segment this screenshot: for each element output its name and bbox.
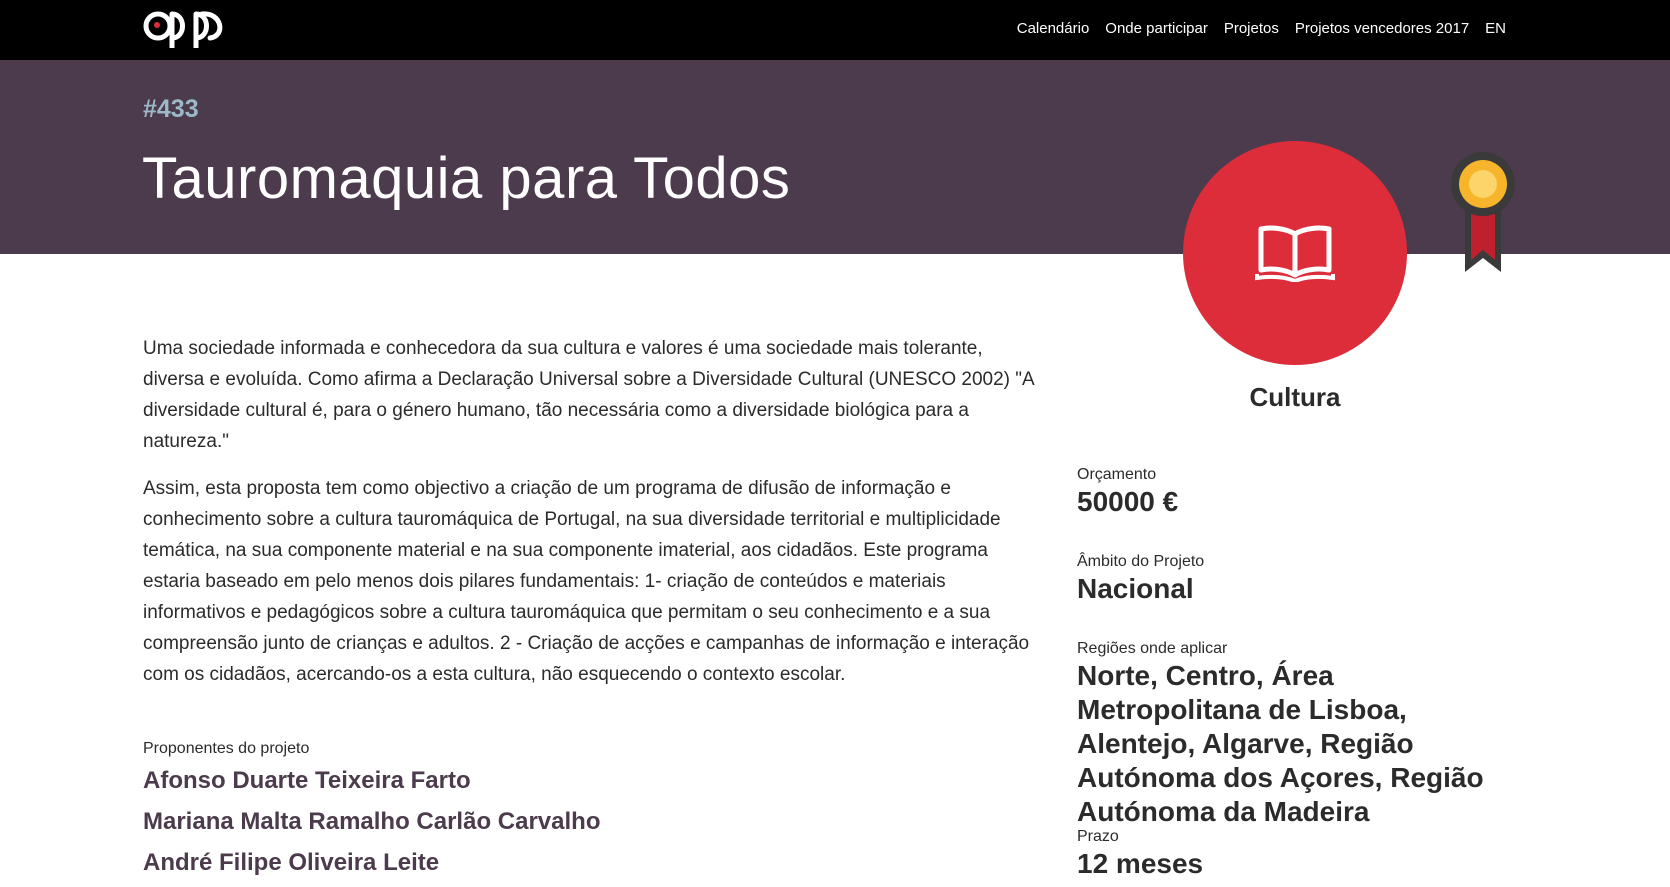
project-id: #433 bbox=[143, 95, 199, 123]
description-paragraph: Assim, esta proposta tem como objectivo a criação de um programa de difusão de informação e conhecimento sobre a cultura tauromáquica de Portugal, na sua diversidade territorial e multiplicidade temática, na sua componente material e na sua componente imaterial, aos cidadãos. Este programa estaria baseado em pelo menos dois pilares fundamentais: 1- criação de conteúdos e materiais informativos e pedagógicos sobre a cultura tauromáquica que permitam o seu conhecimento e a sua compreensão junto de crianças e adultos. 2 - Criação de acções e campanhas de informação e interação com os cidadãos, acercando-os a esta cultura, não esquecendo o contexto escolar. bbox=[143, 478, 1030, 685]
proponents-label: Proponentes do projeto bbox=[143, 740, 310, 757]
nav-calendario[interactable]: Calendário bbox=[1016, 19, 1090, 37]
proponent-name: Afonso Duarte Teixeira Farto bbox=[143, 767, 471, 794]
nav-onde-participar[interactable]: Onde participar bbox=[1105, 19, 1208, 37]
deadline-block bbox=[1077, 827, 1517, 881]
book-icon bbox=[1255, 224, 1335, 282]
project-description bbox=[143, 333, 1043, 706]
category-label: Cultura bbox=[1249, 382, 1341, 412]
deadline-label: Prazo bbox=[1077, 828, 1119, 845]
proponents-list bbox=[143, 765, 600, 887]
proponent-name: Mariana Malta Ramalho Carlão Carvalho bbox=[143, 808, 601, 835]
budget-label: Orçamento bbox=[1077, 466, 1157, 483]
nav-language-en[interactable]: EN bbox=[1485, 19, 1506, 37]
top-navbar bbox=[0, 0, 1670, 60]
scope-block bbox=[1077, 552, 1517, 606]
project-title: Tauromaquia para Todos bbox=[142, 146, 791, 211]
regions-block bbox=[1077, 639, 1517, 829]
proponent-name: André Filipe Oliveira Leite bbox=[143, 849, 440, 876]
budget-value: 50000 € bbox=[1077, 486, 1179, 517]
opp-logo[interactable] bbox=[142, 6, 226, 48]
scope-label: Âmbito do Projeto bbox=[1077, 553, 1205, 570]
description-paragraph: Uma sociedade informada e conhecedora da sua cultura e valores é uma sociedade mais tolerante, diversa e evoluída. Como afirma a Declaração Universal sobre a Diversidade Cultural (UNESCO 2002) "A diversidade cultural é, para o género humano, tão necessária como a diversidade biológica para a natureza." bbox=[143, 338, 1034, 452]
regions-value: Norte, Centro, Área Metropolitana de Lisboa, Alentejo, Algarve, Região Autónoma dos Açores, Região Autónoma da Madeira bbox=[1077, 660, 1484, 827]
deadline-value: 12 meses bbox=[1077, 848, 1204, 879]
budget-block bbox=[1077, 465, 1517, 519]
scope-value: Nacional bbox=[1077, 573, 1194, 604]
regions-label: Regiões onde aplicar bbox=[1077, 640, 1228, 657]
award-ribbon-icon bbox=[1451, 148, 1515, 280]
category-badge bbox=[1183, 141, 1407, 365]
main-nav bbox=[1017, 0, 1506, 56]
nav-projetos[interactable]: Projetos bbox=[1223, 19, 1279, 37]
nav-projetos-vencedores[interactable]: Projetos vencedores 2017 bbox=[1294, 19, 1470, 37]
